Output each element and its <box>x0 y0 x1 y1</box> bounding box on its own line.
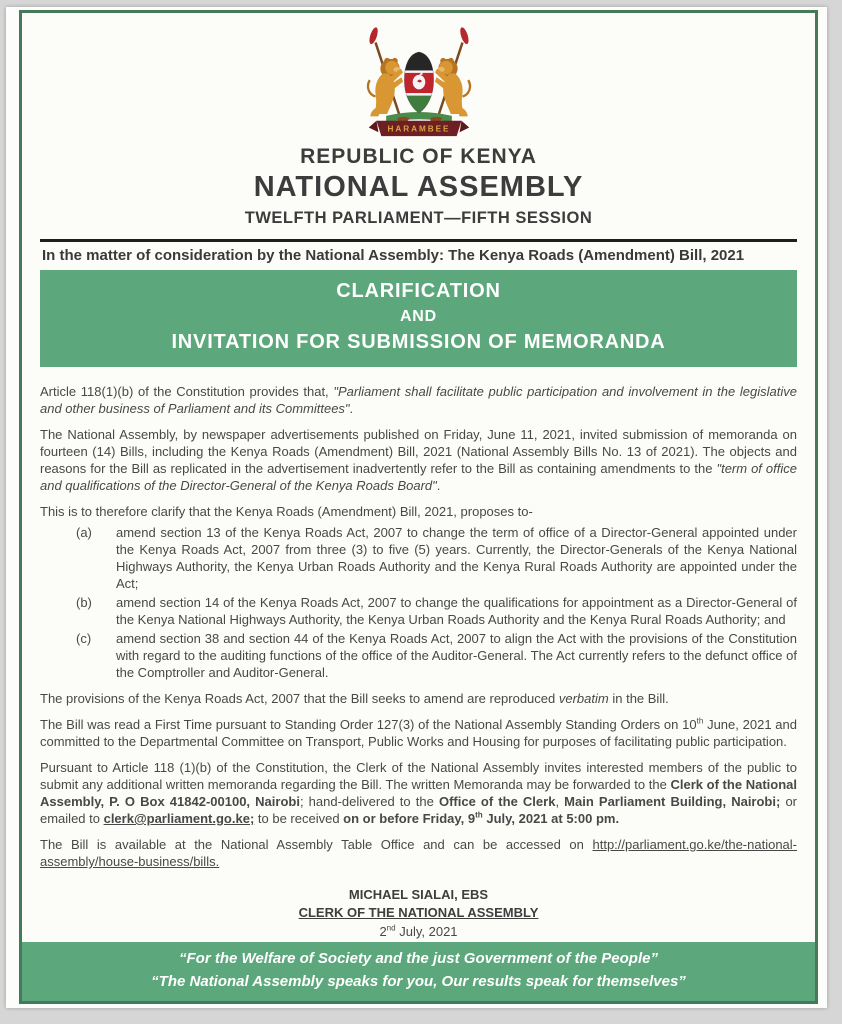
session-subtitle: TWELFTH PARLIAMENT—FIFTH SESSION <box>244 209 593 227</box>
clause-b-text: amend section 14 of the Kenya Roads Act, 2007 to change the qualifications for appointment as a Director-General of the Kenya National Highways Authority, the Kenya Urban Roads Authority and the Kenya Rural Roads Authority; and <box>116 595 797 627</box>
paragraph-first-reading: The Bill was read a First Time pursuant to Standing Order 127(3) of the National Assembly Standing Orders on 10th June, 2021 and committed to the Departmental Committee on Transport, Public Works and Housing for purposes of facilitating public participation. <box>40 716 797 749</box>
clause-b <box>40 594 797 628</box>
signature-date: 2nd July, 2021 <box>379 923 458 939</box>
title-banner <box>40 270 797 367</box>
paragraph-submission-details: Pursuant to Article 118 (1)(b) of the Constitution, the Clerk of the National Assembly invites interested members of the public to submit any additional written memoranda regarding the Bill. The written Memoranda may be forwarded to the Clerk of the National Assembly, P. O Box 41842-00100, Nairobi; hand-delivered to the Office of the Clerk, Main Parliament Building, Nairobi; or emailed to clerk@parliament.go.ke; to be received on or before Friday, 9th July, 2021 at 5:00 pm. <box>40 760 798 826</box>
email-link[interactable]: clerk@parliament.go.ke; <box>103 811 255 826</box>
signature-block <box>40 886 797 941</box>
banner-line-invitation: INVITATION FOR SUBMISSION OF MEMORANDA <box>171 331 666 353</box>
footer-banner <box>22 942 815 1001</box>
footer-motto-1: “For the Welfare of Society and the just Government of the People” <box>179 950 658 967</box>
banner-line-and: AND <box>399 308 438 325</box>
clerk-name: MICHAEL SIALAI, EBS <box>348 887 489 902</box>
paragraph-clarify-intro: This is to therefore clarify that the Kenya Roads (Amendment) Bill, 2021, proposes to- <box>40 504 533 519</box>
document-content <box>22 13 815 942</box>
bill-url-link[interactable]: http://parliament.go.ke/the-national-assembly/house-business/bills. <box>40 837 797 869</box>
emblem-motto: HARAMBEE <box>387 124 450 134</box>
clause-a <box>40 524 797 592</box>
clause-a-text: amend section 13 of the Kenya Roads Act, 2007 to change the term of office of a Director-General appointed under the Kenya Roads Act, 2007 from three (3) to five (5) years. Currently, the Director-Generals of the Kenya National Highways Authority, the Kenya Urban Roads Authority and the Kenya Rural Roads Authority are appointed under the Act; <box>116 525 797 591</box>
banner-line-clarification: CLARIFICATION <box>336 280 501 302</box>
footer-motto-2: “The National Assembly speaks for you, Our results speak for themselves” <box>151 973 686 990</box>
assembly-title: NATIONAL ASSEMBLY <box>253 171 584 203</box>
document-border-frame <box>19 10 818 1004</box>
clause-c-label: (c) <box>76 631 92 646</box>
notice-document <box>6 7 827 1008</box>
clause-a-label: (a) <box>76 525 92 540</box>
republic-title: REPUBLIC OF KENYA <box>300 145 537 168</box>
matter-line: In the matter of consideration by the National Assembly: The Kenya Roads (Amendment) Bill, 2021 <box>40 239 797 270</box>
clause-c <box>40 630 797 681</box>
clerk-title: CLERK OF THE NATIONAL ASSEMBLY <box>298 905 539 920</box>
paragraph-bill-availability: The Bill is available at the National Assembly Table Office and can be accessed on http://parliament.go.ke/the-national-assembly/house-business/bills. <box>40 837 797 869</box>
paragraph-article-118: Article 118(1)(b) of the Constitution provides that, "Parliament shall facilitate public participation and involvement in the legislative and other business of Parliament and its Committees". <box>40 384 797 416</box>
kenya-coat-of-arms-icon <box>333 27 505 141</box>
clause-c-text: amend section 38 and section 44 of the Kenya Roads Act, 2007 to align the Act with the provisions of the Constitution with regard to the auditing functions of the office of the Auditor-General. The Act currently refers to the defunct office of the Comptroller and Auditor-General. <box>116 631 797 680</box>
masthead <box>40 13 797 239</box>
paragraph-verbatim: The provisions of the Kenya Roads Act, 2007 that the Bill seeks to amend are reproduced verbatim in the Bill. <box>40 691 669 706</box>
clause-b-label: (b) <box>76 595 92 610</box>
paragraph-advertisements: The National Assembly, by newspaper advertisements published on Friday, June 11, 2021, invited submission of memoranda on fourteen (14) Bills, including the Kenya Roads (Amendment) Bill, 2021 (National Assembly Bills No. 13 of 2021). The objects and reasons for the Bill as replicated in the advertisement inadvertently refer to the Bill as containing amendments to the "term of office and qualifications of the Director-General of the Kenya Roads Board". <box>40 427 797 493</box>
